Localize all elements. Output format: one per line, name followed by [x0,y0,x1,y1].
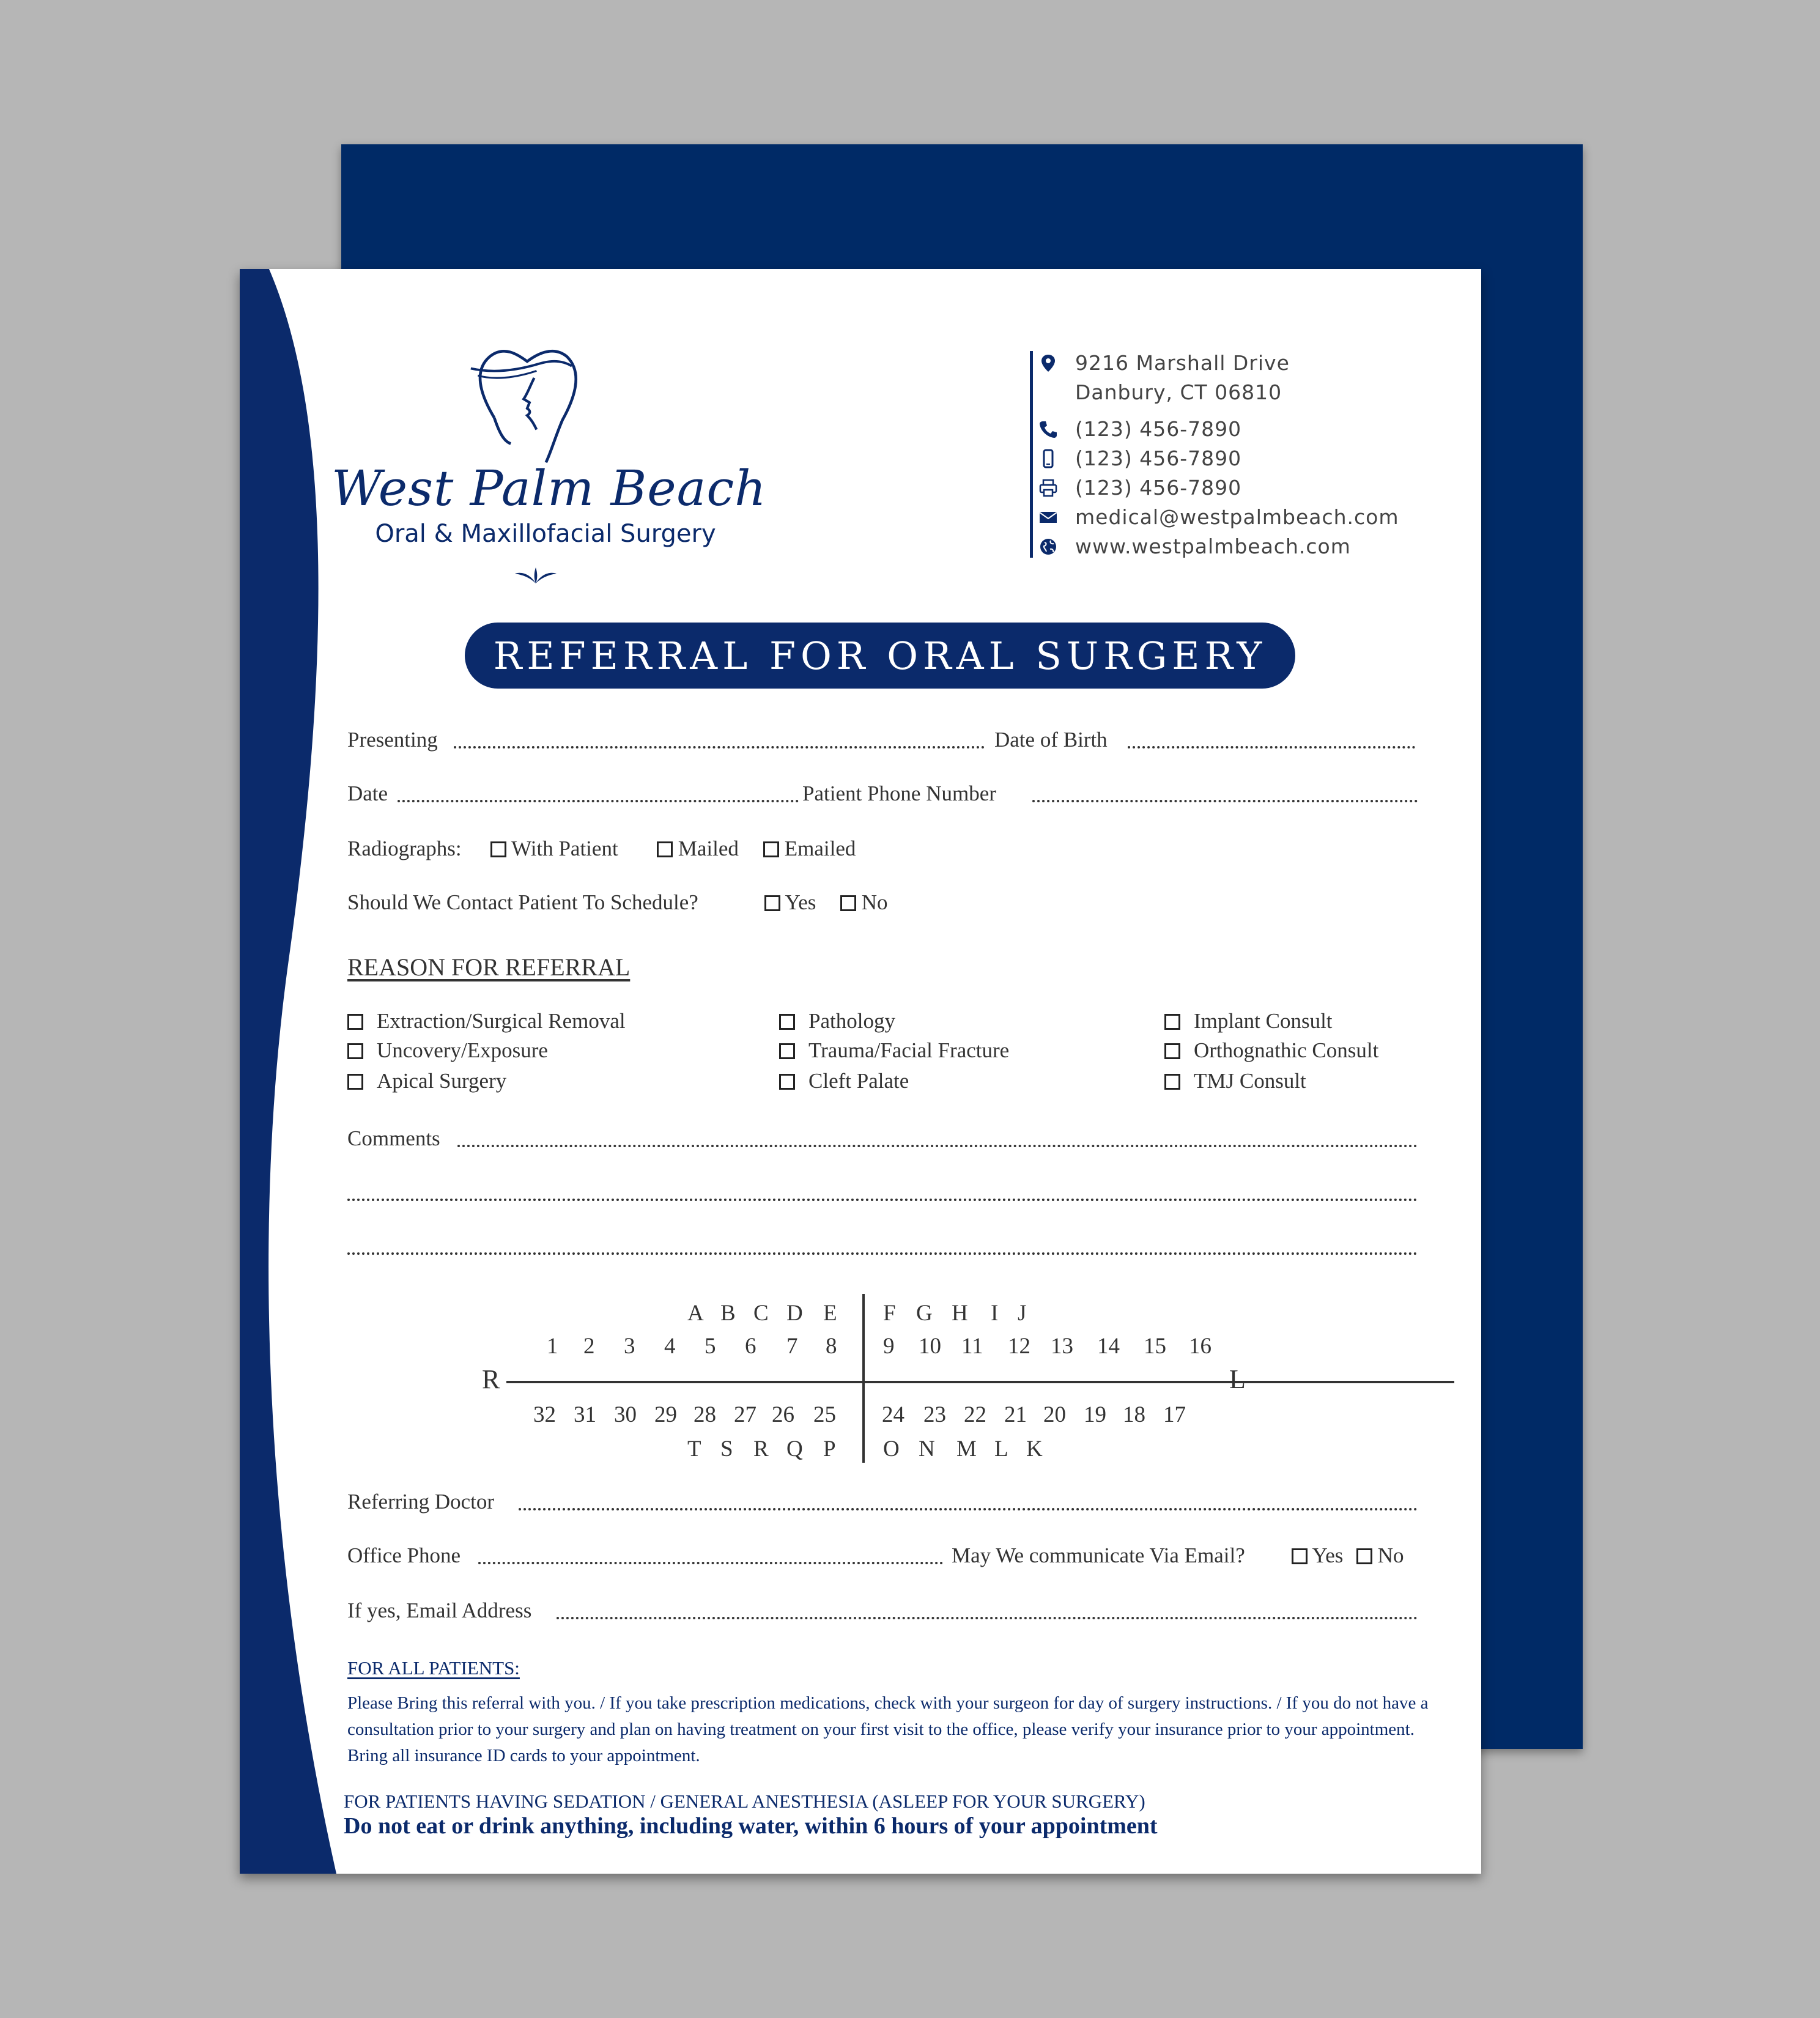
tooth-number-16: 16 [1189,1334,1211,1359]
comments-line-1[interactable] [457,1145,1418,1147]
reason-apical-option[interactable]: Apical Surgery [347,1068,506,1095]
date-field[interactable] [398,800,799,802]
contact-yes-checkbox[interactable] [764,895,780,911]
tooth-number-32: 32 [533,1402,556,1427]
radiograph-emailed-option[interactable]: Emailed [763,835,856,862]
reason-orthognathic-option[interactable]: Orthognathic Consult [1164,1037,1378,1064]
presenting-label: Presenting [347,728,438,752]
trauma-checkbox[interactable] [779,1043,795,1059]
tooth-number-29: 29 [654,1402,677,1427]
tooth-letter-R: R [753,1436,769,1462]
apical-checkbox[interactable] [347,1074,363,1090]
tooth-number-19: 19 [1084,1402,1106,1427]
referring-doctor-label: Referring Doctor [347,1490,495,1514]
tooth-number-17: 17 [1163,1402,1186,1427]
reason-trauma-option[interactable]: Trauma/Facial Fracture [779,1037,1009,1064]
office-phone-label: Office Phone [347,1543,461,1567]
tooth-letter-S: S [720,1436,733,1462]
reason-uncovery-option[interactable]: Uncovery/Exposure [347,1037,548,1064]
tooth-number-3: 3 [624,1334,635,1359]
tooth-number-24: 24 [882,1402,904,1427]
leaf-ornament-icon [514,566,558,585]
tooth-number-9: 9 [883,1334,895,1359]
contact-email: medical@westpalmbeach.com [1075,504,1399,531]
brand-subtitle: Oral & Maxillofacial Surgery [375,520,716,548]
referral-form-sheet [240,269,1481,1874]
referring-doctor-field[interactable] [519,1508,1418,1510]
sedation-instructions: Do not eat or drink anything, including water, within 6 hours of your appointment [344,1813,1158,1839]
email-address-field[interactable] [557,1617,1418,1619]
tooth-letter-C: C [753,1301,769,1326]
printer-icon [1038,478,1058,498]
implant-checkbox[interactable] [1164,1014,1180,1030]
tooth-number-13: 13 [1051,1334,1073,1359]
tooth-number-11: 11 [961,1334,983,1359]
email-yes-option[interactable]: Yes [1292,1542,1343,1569]
reason-cleft-option[interactable]: Cleft Palate [779,1068,909,1095]
tooth-chart-horizontal-axis [506,1381,1454,1383]
tooth-number-5: 5 [705,1334,716,1359]
reason-implant-option[interactable]: Implant Consult [1164,1008,1333,1035]
globe-icon [1038,537,1058,556]
radiograph-mailed-option[interactable]: Mailed [657,835,739,862]
sedation-heading: FOR PATIENTS HAVING SEDATION / GENERAL ANESTHESIA (ASLEEP FOR YOUR SURGERY) [344,1791,1145,1812]
tooth-letter-M: M [956,1436,977,1462]
brand-name: West Palm Beach [331,460,767,517]
email-no-option[interactable]: No [1356,1542,1404,1569]
contact-website: www.westpalmbeach.com [1075,533,1351,560]
tooth-letter-T: T [687,1436,701,1462]
email-question: May We communicate Via Email? [952,1543,1245,1567]
form-title: REFERRAL FOR ORAL SURGERY [493,633,1267,678]
patient-phone-field[interactable] [1032,800,1418,802]
contact-divider [1030,351,1033,558]
tooth-letter-I: I [991,1301,999,1326]
envelope-icon [1038,508,1058,527]
email-no-checkbox[interactable] [1356,1548,1372,1564]
tooth-number-21: 21 [1004,1402,1027,1427]
tooth-letter-P: P [823,1436,836,1462]
comments-line-2[interactable] [347,1199,1418,1201]
tooth-number-22: 22 [964,1402,986,1427]
orthognathic-checkbox[interactable] [1164,1043,1180,1059]
phone-icon [1038,419,1058,439]
tooth-number-6: 6 [745,1334,756,1359]
tooth-letter-O: O [883,1436,900,1462]
radiographs-label: Radiographs: [347,837,462,860]
tooth-number-25: 25 [813,1402,836,1427]
contact-patient-question: Should We Contact Patient To Schedule? [347,890,698,914]
tooth-number-14: 14 [1097,1334,1120,1359]
contact-yes-option[interactable]: Yes [764,889,816,916]
contact-mobile: (123) 456-7890 [1075,445,1241,472]
tooth-number-8: 8 [826,1334,837,1359]
comments-label: Comments [347,1126,440,1150]
cleft-checkbox[interactable] [779,1074,795,1090]
tooth-number-12: 12 [1008,1334,1030,1359]
all-patients-heading: FOR ALL PATIENTS: [347,1657,520,1679]
tooth-letter-Q: Q [786,1436,803,1462]
reason-extraction-option[interactable]: Extraction/Surgical Removal [347,1008,626,1035]
contact-phone: (123) 456-7890 [1075,416,1241,443]
patient-phone-label: Patient Phone Number [802,782,996,805]
tooth-letter-L: L [994,1436,1008,1462]
tooth-number-10: 10 [919,1334,941,1359]
mobile-icon [1038,449,1058,468]
tooth-number-26: 26 [772,1402,794,1427]
tooth-face-logo-icon [467,347,587,465]
with-patient-checkbox[interactable] [490,841,506,857]
tooth-number-7: 7 [786,1334,798,1359]
mailed-checkbox[interactable] [657,841,673,857]
contact-no-checkbox[interactable] [840,895,856,911]
tooth-number-2: 2 [583,1334,595,1359]
tooth-number-20: 20 [1043,1402,1066,1427]
email-yes-checkbox[interactable] [1292,1548,1308,1564]
tooth-number-30: 30 [614,1402,637,1427]
all-patients-instructions: Please Bring this referral with you. / If you take prescription medications, check with your surgeon for day of surgery instructions. / If you do not have a consultation prior to your surgery and plan on having treatment on your first visit to the office, please verify your insurance prior to your appointment. Bring all insurance ID cards to your appointment. [347,1693,1429,1765]
email-address-label: If yes, Email Address [347,1599,532,1622]
contact-address-line1: 9216 Marshall Drive [1075,350,1290,377]
tooth-number-23: 23 [923,1402,946,1427]
contact-address-line2: Danbury, CT 06810 [1075,380,1282,404]
map-pin-icon [1038,353,1058,373]
tooth-chart-vertical-axis [862,1294,865,1463]
contact-fax: (123) 456-7890 [1075,475,1241,501]
tooth-number-27: 27 [734,1402,756,1427]
tooth-letter-F: F [883,1301,896,1326]
date-label: Date [347,782,388,805]
tooth-letter-J: J [1018,1301,1027,1326]
tooth-chart-left-label: L [1229,1364,1246,1394]
emailed-checkbox[interactable] [763,841,779,857]
radiograph-with-patient-option[interactable]: With Patient [490,835,618,862]
tooth-letter-E: E [823,1301,837,1326]
uncovery-checkbox[interactable] [347,1043,363,1059]
comments-line-3[interactable] [347,1252,1418,1255]
tooth-number-1: 1 [547,1334,558,1359]
extraction-checkbox[interactable] [347,1014,363,1030]
tooth-number-15: 15 [1144,1334,1166,1359]
office-phone-field[interactable] [478,1562,943,1564]
dob-label: Date of Birth [994,728,1108,752]
reason-pathology-option[interactable]: Pathology [779,1008,895,1035]
tooth-letter-K: K [1026,1436,1043,1462]
tooth-letter-N: N [919,1436,935,1462]
reason-for-referral-heading: REASON FOR REFERRAL [347,953,631,981]
tooth-number-18: 18 [1123,1402,1145,1427]
tooth-letter-G: G [916,1301,933,1326]
form-title-banner [465,623,1295,689]
pathology-checkbox[interactable] [779,1014,795,1030]
tooth-letter-B: B [720,1301,736,1326]
tooth-letter-H: H [952,1301,968,1326]
tooth-letter-D: D [786,1301,803,1326]
tooth-letter-A: A [687,1301,704,1326]
presenting-field[interactable] [454,746,985,748]
tooth-chart-right-label: R [482,1364,500,1394]
reason-tmj-option[interactable]: TMJ Consult [1164,1068,1306,1095]
dob-field[interactable] [1128,746,1415,748]
tooth-number-4: 4 [664,1334,676,1359]
tooth-number-28: 28 [694,1402,716,1427]
tmj-checkbox[interactable] [1164,1074,1180,1090]
contact-no-option[interactable]: No [840,889,888,916]
tooth-number-31: 31 [574,1402,596,1427]
